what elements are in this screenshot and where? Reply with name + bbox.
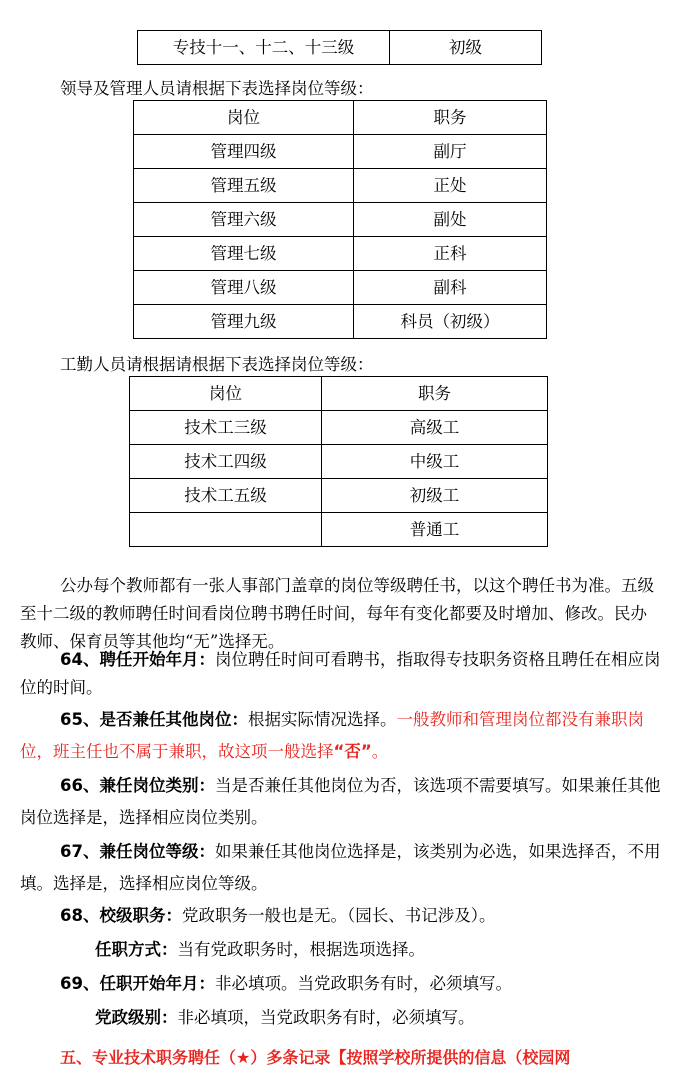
table-cell: 初级工 (322, 479, 548, 513)
item-68-heading: 68、校级职务： (60, 906, 182, 925)
table-cell: 技术工四级 (130, 445, 322, 479)
table-row (130, 445, 548, 479)
table-cell: 科员（初级） (354, 305, 547, 339)
item-66-text: 当是否兼任其他岗位为否，该选项不需要填写。如果兼任其他岗位选择是，选择相应岗位类别。 (20, 776, 661, 827)
item-69b-text: 非必填项，当党政职务有时，必须填写。 (177, 1008, 475, 1027)
table-row (130, 411, 548, 445)
table-row (134, 203, 547, 237)
table-row (134, 305, 547, 339)
table-row (134, 135, 547, 169)
table-cell: 正处 (354, 169, 547, 203)
item-64-text: 岗位聘任时间可看聘书，指取得专技职务资格且聘任在相应岗位的时间。 (20, 650, 661, 697)
table-cell: 普通工 (322, 513, 548, 547)
item-68b-text: 当有党政职务时，根据选项选择。 (177, 940, 425, 959)
item-65 (20, 704, 662, 768)
table-cell: 初级 (390, 31, 542, 65)
intro-paragraph (20, 572, 662, 656)
item-66-heading: 66、兼任岗位类别： (60, 776, 215, 795)
table-cell: 正科 (354, 237, 547, 271)
table-cell: 技术工三级 (130, 411, 322, 445)
table-cell: 高级工 (322, 411, 548, 445)
item-65-heading: 65、是否兼任其他岗位： (60, 710, 248, 729)
table-row (130, 479, 548, 513)
table-cell: 技术工五级 (130, 479, 322, 513)
item-67-heading: 67、兼任岗位等级： (60, 842, 215, 861)
item-65-red-text: 一般教师和管理岗位都没有兼职岗位，班主任也不属于兼职，故这项一般选择 (20, 710, 644, 761)
item-64 (20, 646, 662, 702)
item-67-text: 如果兼任其他岗位选择是，该类别为必选，如果选择否，不用填。选择是，选择相应岗位等级。 (20, 842, 661, 893)
table-cell: 管理六级 (134, 203, 354, 237)
item-69-text: 非必填项。当党政职务有时，必须填写。 (214, 974, 512, 993)
table-header-row (130, 377, 548, 411)
column-header-duty: 职务 (322, 377, 548, 411)
table-cell: 副科 (354, 271, 547, 305)
table-row (138, 31, 542, 65)
column-header-position: 岗位 (134, 101, 354, 135)
worker-table-label: 工勤人员请根据请根据下表选择岗位等级： (60, 355, 374, 374)
item-66 (20, 770, 662, 834)
item-69 (20, 970, 678, 998)
column-header-position: 岗位 (130, 377, 322, 411)
item-64-heading: 64、聘任开始年月： (60, 650, 215, 669)
table-cell: 副厅 (354, 135, 547, 169)
table-cell (130, 513, 322, 547)
table-cell: 管理八级 (134, 271, 354, 305)
table-row (130, 513, 548, 547)
table-header-row (134, 101, 547, 135)
item-69-heading: 69、任职开始年月： (60, 974, 215, 993)
item-65-text: 根据实际情况选择。 (247, 710, 397, 729)
item-68 (20, 902, 678, 930)
item-67 (20, 836, 662, 900)
item-65-tail: 。 (371, 742, 389, 761)
table-cell: 中级工 (322, 445, 548, 479)
table-professional-partial (137, 30, 542, 65)
table-row (134, 169, 547, 203)
table-cell: 管理四级 (134, 135, 354, 169)
table-row (134, 271, 547, 305)
table-cell: 管理九级 (134, 305, 354, 339)
item-68b-heading: 任职方式： (95, 940, 178, 959)
table-cell: 专技十一、十二、十三级 (138, 31, 390, 65)
item-69b-heading: 党政级别： (95, 1008, 178, 1027)
table-cell: 管理七级 (134, 237, 354, 271)
table-cell: 管理五级 (134, 169, 354, 203)
table-cell: 副处 (354, 203, 547, 237)
section-5-heading: 五、专业技术职务聘任（★）多条记录【按照学校所提供的信息（校园网 (60, 1048, 571, 1067)
item-69-party-level (20, 1004, 678, 1032)
table-row (134, 237, 547, 271)
worker-level-table (129, 376, 548, 547)
item-68-appointment-method (20, 936, 678, 964)
column-header-duty: 职务 (354, 101, 547, 135)
management-table-label: 领导及管理人员请根据下表选择岗位等级： (60, 79, 374, 98)
intro-text: 公办每个教师都有一张人事部门盖章的岗位等级聘任书，以这个聘任书为准。五级至十二级的教师聘任时间看岗位聘书聘任时间，每年有变化都要及时增加、修改。民办教师、保育员等其他均“无”选择无。 (20, 576, 654, 651)
item-68-text: 党政职务一般也是无。（园长、书记涉及）。 (181, 906, 496, 925)
management-level-table (133, 100, 547, 339)
item-65-red-answer: “否” (333, 742, 372, 761)
